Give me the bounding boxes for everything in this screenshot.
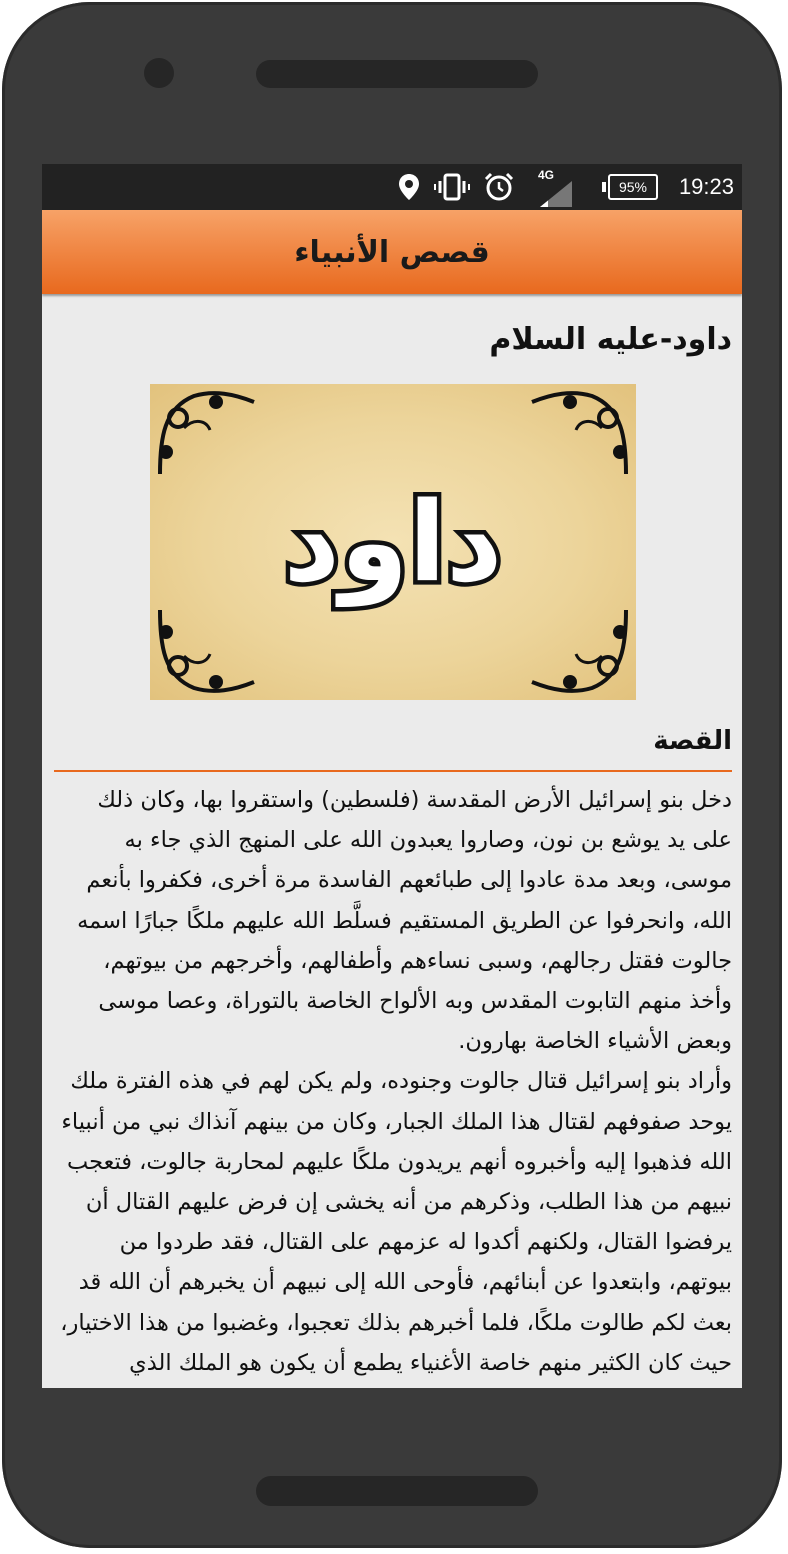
app-title: قصص الأنبياء — [294, 234, 490, 270]
story-text: دخل بنو إسرائيل الأرض المقدسة (فلسطين) واستقروا بها، وكان ذلك على يد يوشع بن نون، وصاروا يعبدون الله على المنهج الذي جاء به موسى، وبعد مدة عادوا إلى طبائعهم الفاسدة مرة أخرى، فكفروا بأنعم الله، وانحرفوا عن الطريق المستقيم فسلَّط الله عليهم ملكًا جبارًا اسمه جالوت فقتل رجالهم، وسبى نساءهم وأطفالهم، وأخرجهم من بيوتهم، وأخذ منهم التابوت المقدس وبه الألواح الخاصة بالتوراة، وعصا موسى وبعض الأشياء الخاصة بهارون. وأراد بنو إسرائيل قتال جالوت وجنوده، ولم يكن لهم في هذه الفترة ملك يوحد صفوفهم لقتال هذا الملك الجبار، وكان من بينهم آنذاك نبي من أنبياء الله فذهبوا إليه وأخبروه أنهم يريدون ملكًا عليهم لمحاربة جالوت، فتعجب نبيهم من هذا الطلب، وذكرهم من أنه يخشى إن فرض عليهم القتال أن يرفضوا القتال، ولكنهم أكدوا له عزمهم على القتال، فقد طردوا من بيوتهم، وابتعدوا عن أبنائهم، فأوحى الله إلى نبيهم أن يخبرهم أن الله قد بعث لكم طالوت ملكًا، فلما أخبرهم بذلك تعجبوا، وغضبوا من هذا الاختيار، حيث كان الكثير منهم خاصة الأغنياء يطمع أن يكون هو الملك الذي — [60, 787, 732, 1376]
alarm-icon — [484, 164, 514, 210]
earpiece-speaker — [256, 60, 538, 88]
section-divider — [54, 770, 732, 772]
status-bar — [42, 164, 742, 210]
status-clock: 19:23 — [678, 174, 734, 199]
location-icon — [398, 164, 420, 210]
screen — [42, 164, 742, 1388]
battery-level: 95% — [608, 174, 658, 200]
vibrate-icon — [434, 164, 470, 210]
bottom-speaker — [256, 1476, 538, 1506]
story-image — [150, 384, 636, 700]
network-type-label: 4G — [538, 168, 555, 182]
story-image-word: داود — [283, 478, 503, 606]
battery-icon — [602, 164, 658, 210]
section-title: القصة — [653, 726, 732, 756]
story-title: داود-عليه السلام — [489, 322, 732, 357]
app-bar — [42, 210, 742, 294]
front-camera — [144, 58, 174, 88]
story-content[interactable] — [54, 294, 732, 1388]
signal-icon — [538, 164, 574, 210]
